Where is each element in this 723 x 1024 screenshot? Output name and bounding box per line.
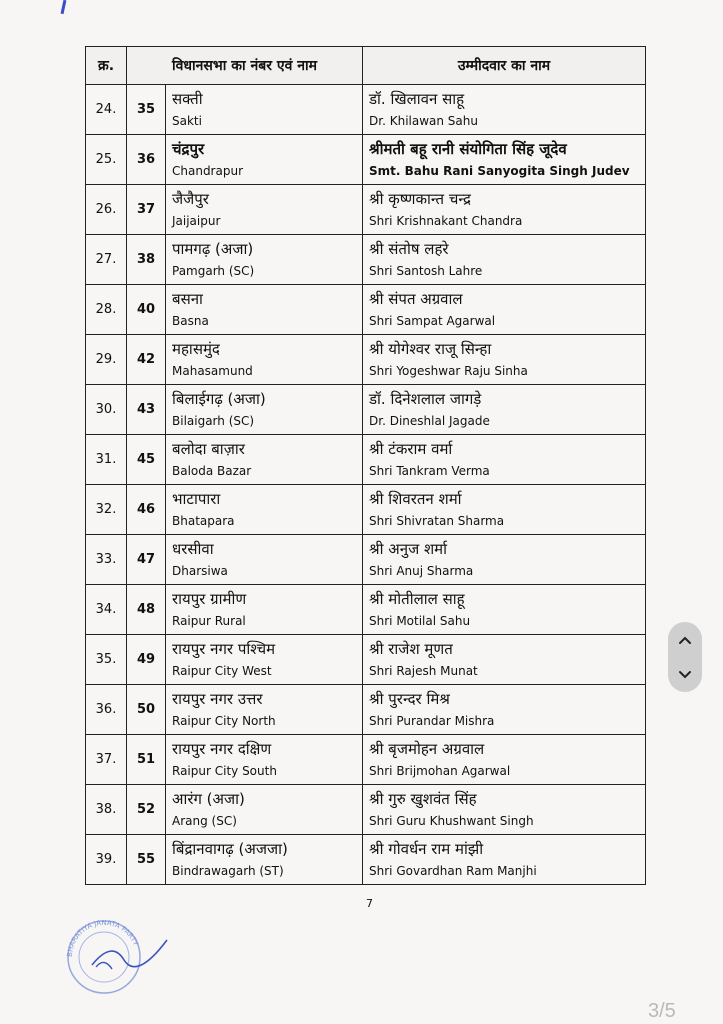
chevron-down-icon (678, 670, 692, 680)
constituency-english: Arang (SC) (172, 813, 237, 828)
constituency-cell (166, 485, 363, 535)
table-row (86, 135, 646, 185)
constituency-cell (166, 185, 363, 235)
constituency-cell (166, 85, 363, 135)
constituency-hindi: बिलाईगढ़ (अजा) (172, 389, 266, 408)
page-indicator: 3/5 (648, 1000, 676, 1022)
candidate-cell (363, 585, 646, 635)
candidate-hindi: श्री गोवर्धन राम मांझी (369, 839, 484, 858)
candidate-hindi: श्री अनुज शर्मा (369, 539, 448, 558)
candidate-hindi: श्री शिवरतन शर्मा (369, 489, 462, 508)
constituency-english: Chandrapur (172, 163, 244, 178)
constituency-english: Pamgarh (SC) (172, 263, 255, 278)
candidate-hindi: श्री मोतीलाल साहू (369, 589, 465, 608)
constituency-cell (166, 685, 363, 735)
constituency-number-cell: 47 (127, 535, 166, 585)
constituency-number-cell: 46 (127, 485, 166, 535)
candidate-english: Shri Tankram Verma (369, 463, 490, 478)
constituency-english: Dharsiwa (172, 563, 228, 578)
party-seal-stamp (52, 905, 170, 995)
constituency-number-cell: 38 (127, 235, 166, 285)
serial-cell: 27. (86, 235, 127, 285)
constituency-number-cell: 55 (127, 835, 166, 885)
candidate-english: Shri Shivratan Sharma (369, 513, 505, 528)
candidate-hindi: श्री योगेश्वर राजू सिन्हा (369, 339, 492, 358)
constituency-cell (166, 735, 363, 785)
candidate-cell (363, 85, 646, 135)
constituency-cell (166, 135, 363, 185)
candidate-cell (363, 535, 646, 585)
header-serial: क्र. (86, 47, 127, 85)
candidate-table (85, 46, 646, 885)
table-row (86, 785, 646, 835)
constituency-number-cell: 51 (127, 735, 166, 785)
constituency-hindi: पामगढ़ (अजा) (172, 239, 254, 258)
table-row (86, 285, 646, 335)
table-row (86, 485, 646, 535)
constituency-english: Raipur City South (172, 763, 277, 778)
constituency-number-cell: 50 (127, 685, 166, 735)
candidate-english: Dr. Khilawan Sahu (369, 113, 478, 128)
scroll-down-button[interactable] (675, 665, 695, 685)
candidate-english: Shri Krishnakant Chandra (369, 213, 523, 228)
candidate-cell (363, 735, 646, 785)
constituency-number-cell: 40 (127, 285, 166, 335)
serial-cell: 38. (86, 785, 127, 835)
table-header-row (86, 47, 646, 85)
serial-cell: 33. (86, 535, 127, 585)
serial-cell: 24. (86, 85, 127, 135)
candidate-cell (363, 635, 646, 685)
serial-cell: 30. (86, 385, 127, 435)
constituency-hindi: बिंद्रानवागढ़ (अजजा) (172, 839, 288, 858)
table-row (86, 685, 646, 735)
scroll-up-button[interactable] (675, 630, 695, 650)
constituency-number-cell: 45 (127, 435, 166, 485)
candidate-hindi: श्री संपत अग्रवाल (369, 289, 463, 308)
candidate-hindi: श्री राजेश मूणत (369, 639, 453, 658)
table-row (86, 735, 646, 785)
constituency-cell (166, 785, 363, 835)
constituency-english: Bhatapara (172, 513, 235, 528)
table-row (86, 635, 646, 685)
constituency-english: Mahasamund (172, 363, 253, 378)
constituency-english: Bilaigarh (SC) (172, 413, 255, 428)
constituency-number-cell: 48 (127, 585, 166, 635)
candidate-cell (363, 235, 646, 285)
constituency-english: Raipur Rural (172, 613, 246, 628)
table-row (86, 235, 646, 285)
candidate-english: Shri Anuj Sharma (369, 563, 474, 578)
serial-cell: 26. (86, 185, 127, 235)
constituency-english: Baloda Bazar (172, 463, 252, 478)
constituency-hindi: जैजैपुर (172, 189, 209, 208)
candidate-english: Shri Guru Khushwant Singh (369, 813, 534, 828)
constituency-number-cell: 42 (127, 335, 166, 385)
constituency-cell (166, 635, 363, 685)
candidate-cell (363, 185, 646, 235)
constituency-number-cell: 49 (127, 635, 166, 685)
candidate-english: Shri Yogeshwar Raju Sinha (369, 363, 528, 378)
candidate-english: Smt. Bahu Rani Sanyogita Singh Judev (369, 163, 630, 178)
constituency-hindi: रायपुर नगर पश्चिम (172, 639, 276, 658)
candidate-hindi: श्री पुरन्दर मिश्र (369, 689, 450, 708)
candidate-cell (363, 685, 646, 735)
candidate-hindi: श्री बृजमोहन अग्रवाल (369, 739, 485, 758)
serial-cell: 34. (86, 585, 127, 635)
candidate-hindi: श्री संतोष लहरे (369, 239, 449, 258)
constituency-cell (166, 235, 363, 285)
candidate-english: Shri Govardhan Ram Manjhi (369, 863, 537, 878)
constituency-english: Basna (172, 313, 209, 328)
candidate-hindi: श्रीमती बहू रानी संयोगिता सिंह जूदेव (369, 139, 567, 158)
header-candidate: उम्मीदवार का नाम (363, 47, 646, 85)
constituency-english: Jaijaipur (172, 213, 221, 228)
constituency-number-cell: 52 (127, 785, 166, 835)
svg-text:BHARATIYA JANATA PARTY: BHARATIYA JANATA PARTY (65, 918, 140, 958)
constituency-number-cell: 36 (127, 135, 166, 185)
candidate-hindi: डॉ. खिलावन साहू (369, 89, 465, 108)
candidate-hindi: डॉ. दिनेशलाल जागड़े (369, 389, 482, 408)
header-constituency: विधानसभा का नंबर एवं नाम (127, 47, 363, 85)
candidate-cell (363, 785, 646, 835)
table-row (86, 85, 646, 135)
candidate-english: Shri Rajesh Munat (369, 663, 478, 678)
candidate-hindi: श्री कृष्णकान्त चन्द्र (369, 189, 471, 208)
constituency-hindi: चंद्रपुर (172, 139, 205, 158)
table-row (86, 835, 646, 885)
constituency-hindi: धरसीवा (172, 539, 214, 558)
constituency-english: Sakti (172, 113, 202, 128)
constituency-number-cell: 35 (127, 85, 166, 135)
serial-cell: 29. (86, 335, 127, 385)
candidate-cell (363, 335, 646, 385)
constituency-cell (166, 835, 363, 885)
constituency-hindi: आरंग (अजा) (172, 789, 245, 808)
serial-cell: 39. (86, 835, 127, 885)
candidate-english: Dr. Dineshlal Jagade (369, 413, 490, 428)
constituency-hindi: बसना (172, 289, 203, 308)
pen-mark (61, 0, 67, 14)
candidate-cell (363, 435, 646, 485)
page-number: 7 (366, 897, 373, 910)
serial-cell: 36. (86, 685, 127, 735)
table-row (86, 385, 646, 435)
chevron-up-icon (678, 635, 692, 645)
constituency-english: Raipur City West (172, 663, 272, 678)
constituency-hindi: भाटापारा (172, 489, 221, 508)
candidate-cell (363, 285, 646, 335)
candidate-english: Shri Motilal Sahu (369, 613, 471, 628)
constituency-cell (166, 285, 363, 335)
table-row (86, 435, 646, 485)
constituency-cell (166, 435, 363, 485)
constituency-hindi: रायपुर नगर दक्षिण (172, 739, 272, 758)
candidate-cell (363, 135, 646, 185)
table-row (86, 185, 646, 235)
serial-cell: 31. (86, 435, 127, 485)
constituency-hindi: बलोदा बाज़ार (172, 439, 245, 458)
constituency-cell (166, 385, 363, 435)
candidate-cell (363, 835, 646, 885)
serial-cell: 35. (86, 635, 127, 685)
constituency-hindi: रायपुर ग्रामीण (172, 589, 247, 608)
table-row (86, 335, 646, 385)
candidate-english: Shri Santosh Lahre (369, 263, 483, 278)
candidate-hindi: श्री टंकराम वर्मा (369, 439, 453, 458)
candidate-english: Shri Brijmohan Agarwal (369, 763, 511, 778)
serial-cell: 37. (86, 735, 127, 785)
constituency-hindi: सक्ती (172, 89, 203, 108)
scroll-control (668, 622, 702, 692)
serial-cell: 28. (86, 285, 127, 335)
candidate-cell (363, 485, 646, 535)
constituency-number-cell: 37 (127, 185, 166, 235)
candidate-english: Shri Sampat Agarwal (369, 313, 496, 328)
candidate-cell (363, 385, 646, 435)
constituency-cell (166, 585, 363, 635)
constituency-hindi: रायपुर नगर उत्तर (172, 689, 263, 708)
serial-cell: 25. (86, 135, 127, 185)
constituency-cell (166, 335, 363, 385)
candidate-english: Shri Purandar Mishra (369, 713, 495, 728)
constituency-english: Raipur City North (172, 713, 276, 728)
constituency-hindi: महासमुंद (172, 339, 220, 358)
serial-cell: 32. (86, 485, 127, 535)
table-row (86, 535, 646, 585)
constituency-number-cell: 43 (127, 385, 166, 435)
table-row (86, 585, 646, 635)
candidate-hindi: श्री गुरु खुशवंत सिंह (369, 789, 477, 808)
constituency-cell (166, 535, 363, 585)
constituency-english: Bindrawagarh (ST) (172, 863, 284, 878)
